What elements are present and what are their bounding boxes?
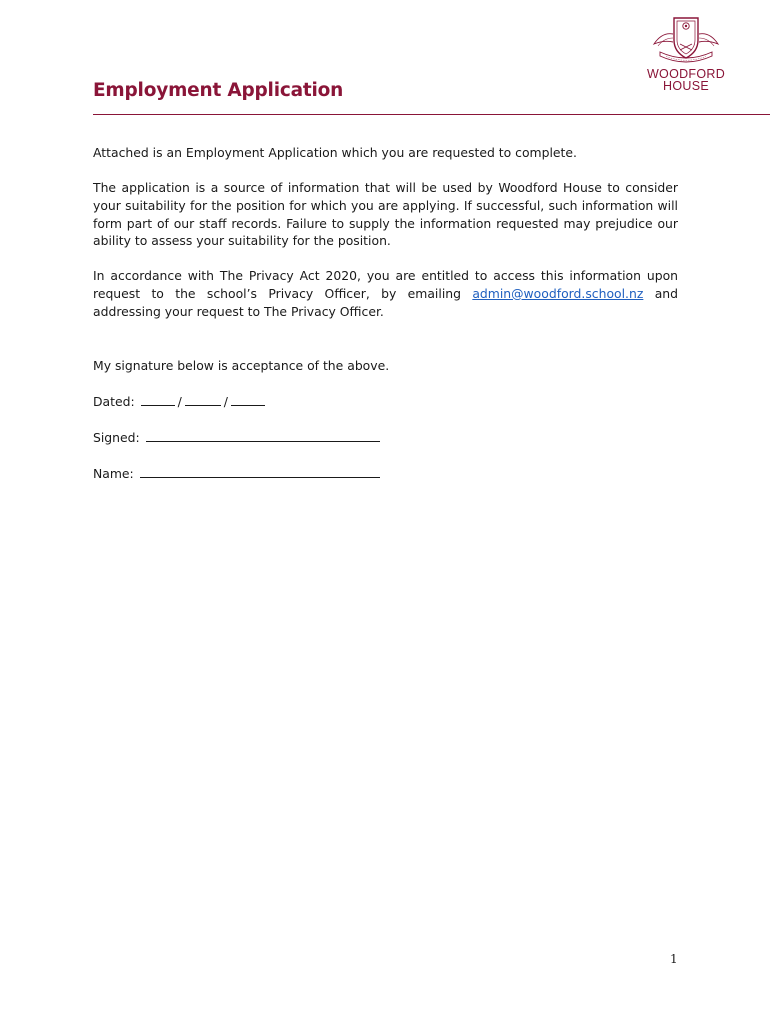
- privacy-text-after-link: and addressing your request to The Privacy Officer.: [93, 285, 679, 319]
- logo-wordmark-line1: WOODFORD: [646, 67, 726, 81]
- logo-wordmark-line2: HOUSE: [663, 79, 709, 93]
- signed-label: Signed:: [93, 430, 140, 445]
- date-month-blank[interactable]: [185, 393, 221, 406]
- dated-field-row: [93, 393, 265, 411]
- acceptance-paragraph: My signature below is acceptance of the above.: [93, 358, 390, 373]
- privacy-text-before-link: In accordance with The Privacy Act 2020, you are entitled to access this information upon request to the school’s Privacy Officer, by emailing: [93, 268, 678, 301]
- purpose-paragraph: The application is a source of information that will be used by Woodford House to consider your suitability for the position for which you are applying. If successful, such information will form part of our staff records. Failure to supply the information requested may prejudice our ability to assess your suitability for the position.: [93, 180, 678, 249]
- privacy-officer-email-link[interactable]: admin@woodford.school.nz: [472, 285, 644, 301]
- date-separator: /: [223, 394, 228, 409]
- date-day-blank[interactable]: [141, 393, 175, 406]
- signed-field-row: [93, 429, 380, 447]
- name-blank[interactable]: [140, 465, 380, 478]
- page-number: 1: [670, 952, 678, 966]
- page-title: Employment Application: [93, 80, 344, 101]
- name-field-row: [93, 465, 380, 483]
- school-logo: [636, 14, 736, 94]
- woodford-house-crest-icon: [648, 14, 724, 68]
- dated-label: Dated:: [93, 394, 135, 409]
- name-label: Name:: [93, 466, 134, 481]
- signature-blank[interactable]: [146, 429, 380, 442]
- privacy-paragraph: [93, 267, 678, 320]
- date-year-blank[interactable]: [231, 393, 265, 406]
- title-divider: [93, 114, 770, 115]
- date-separator: /: [177, 394, 182, 409]
- intro-paragraph: Attached is an Employment Application which you are requested to complete.: [93, 145, 577, 160]
